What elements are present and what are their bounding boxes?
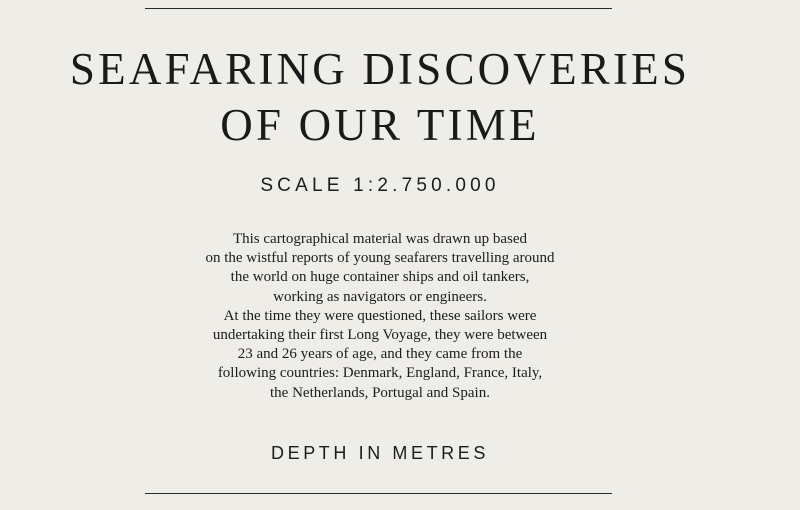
- description-line: This cartographical material was drawn up based: [232, 231, 528, 247]
- description-line: the world on huge container ships and oil tankers,: [230, 269, 530, 286]
- description-line: the Netherlands, Portugal and Spain.: [270, 384, 490, 401]
- map-title: [0, 41, 760, 153]
- description-line: 23 and 26 years of age, and they came from the: [237, 346, 523, 363]
- description-line: undertaking their first Long Voyage, they were between: [212, 327, 548, 344]
- description-line: At the time they were questioned, these sailors were: [223, 307, 537, 324]
- description-line: working as navigators or engineers.: [273, 288, 487, 305]
- description-text: [0, 230, 760, 403]
- scale-label: SCALE 1:2.750.000: [260, 175, 500, 196]
- description-line: on the wistful reports of young seafarers travelling around: [205, 250, 555, 267]
- depth-label: DEPTH IN METRES: [270, 443, 489, 463]
- bottom-divider: [145, 493, 612, 494]
- title-line-2: OF OUR TIME: [220, 100, 540, 150]
- description-line: following countries: Denmark, England, France, Italy,: [217, 365, 543, 382]
- top-divider: [145, 8, 612, 9]
- title-line-1: SEAFARING DISCOVERIES: [69, 44, 691, 94]
